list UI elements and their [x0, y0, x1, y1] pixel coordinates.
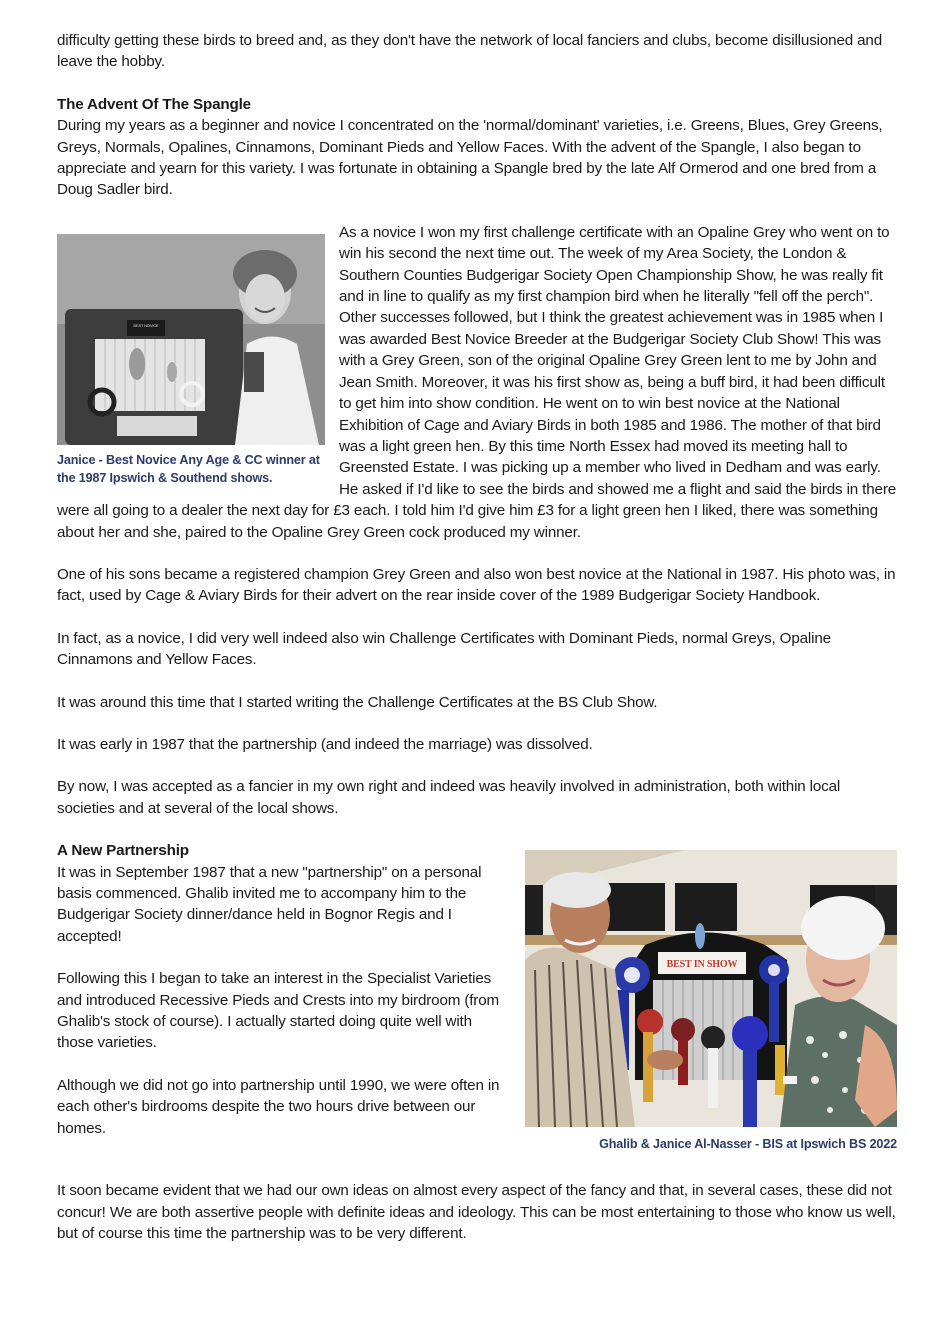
photo-figure-bis [525, 850, 897, 1153]
paragraph: It was around this time that I started writing the Challenge Certificates at the BS Club Show. [57, 693, 658, 711]
paragraph: Although we did not go into partnership until 1990, we were often in each other's birdrooms despite the two hours drive between our homes. [57, 1076, 500, 1137]
paragraph: By now, I was accepted as a fancier in my own right and indeed was heavily involved in administration, both within local societies and at several of the local shows. [57, 778, 841, 817]
paragraph: Following this I began to take an interest in the Specialist Varieties and introduced Recessive Pieds and Crests into my birdroom (from Ghalib's stock of course). I actually started doing quite well with those varieties. [57, 970, 499, 1052]
new-partnership-column [57, 840, 512, 1139]
intro-paragraph: difficulty getting these birds to breed and, as they don't have the network of local fanciers and clubs, become disillusioned and leave the hobby. [57, 32, 883, 71]
photo-figure-janice [57, 234, 325, 487]
paragraph: During my years as a beginner and novice I concentrated on the 'normal/dominant' varieties, i.e. Greens, Blues, Grey Greens, Greys, Normals, Opalines, Cinnamons, Dominant Pieds and Yellow Faces. With the advent of the Spangle, I also began to appreciate and yearn for this variety. I was fortunate in obtaining a Spangle bred by the late Alf Ormerod and one bred from a Doug Sadler bird. [57, 117, 883, 199]
paragraph: One of his sons became a registered champion Grey Green and also won best novice at the National in 1987. His photo was, in fact, used by Cage & Aviary Birds for their advert on the rear inside cover of the 1989 Budgerigar Society Handbook. [57, 565, 896, 605]
photo-caption-janice: Janice - Best Novice Any Age & CC winner at the 1987 Ipswich & Southend shows. [57, 452, 320, 485]
document-page [57, 30, 897, 1244]
cage-sign-text: BEST NOVICE [133, 322, 159, 328]
paragraph: It was in September 1987 that a new "partnership" on a personal basis commenced. Ghalib invited me to accompany him to the Budgerigar Society dinner/dance held in Bognor Regis and I accepted! [57, 863, 482, 945]
photo-caption-bis: Ghalib & Janice Al-Nasser - BIS at Ipswich BS 2022 [599, 1137, 897, 1152]
paragraph: In fact, as a novice, I did very well indeed also win Challenge Certificates with Dominant Pieds, normal Greys, Opaline Cinnamons and Yellow Faces. [57, 629, 831, 669]
best-in-show-sign: BEST IN SHOW [666, 959, 738, 971]
section-heading-new-partnership: A New Partnership [57, 842, 189, 860]
paragraph: As a novice I won my first challenge certificate with an Opaline Grey who went on to win his second the next time out. The week of my Area Society, the London & Southern Counties Budgerigar Society Open Championship Show, he was really fit and in line to qualify as my first champion bird when he literally "fell off the perch". Other successes followed, but I think the greatest achievement was in 1985 when I was awarded Best Novice Breeder at the Budgerigar Society Club Show! This was with a Grey Green, son of the original Opaline Grey Green lent to me by John and Jean Smith. Moreover, it was his first show as, being a buff bird, it had been difficult to get him into show condition. He went on to win best novice at the National Exhibition of Cage and Aviary Birds in both 1985 and 1986. The mother of that bird was a light green hen. By this time North Essex had moved its meeting hall to Greensted Estate. I was picking up a member who lived in Dedham and was early. He asked if I'd like to see the birds and showed me a flight and said the birds in there were all going to a dealer the next day for £3 each. I told him I'd give him £3 for a light green hen I liked, there was something about her and she, paired to the Opaline Grey Green cock produced my winner. [57, 223, 897, 541]
photo-janice-1987 [57, 234, 325, 445]
paragraph: It was early in 1987 that the partnership (and indeed the marriage) was dissolved. [57, 735, 593, 753]
section-heading-spangle: The Advent Of The Spangle [57, 95, 251, 113]
paragraph: It soon became evident that we had our own ideas on almost every aspect of the fancy and that, in several cases, these did not concur! We are both assertive people with definite ideas and ideology. This can be most entertaining to those who know us well, but of course this time the partnership was to be very different. [57, 1182, 896, 1242]
photo-ghalib-janice-2022 [525, 850, 897, 1127]
